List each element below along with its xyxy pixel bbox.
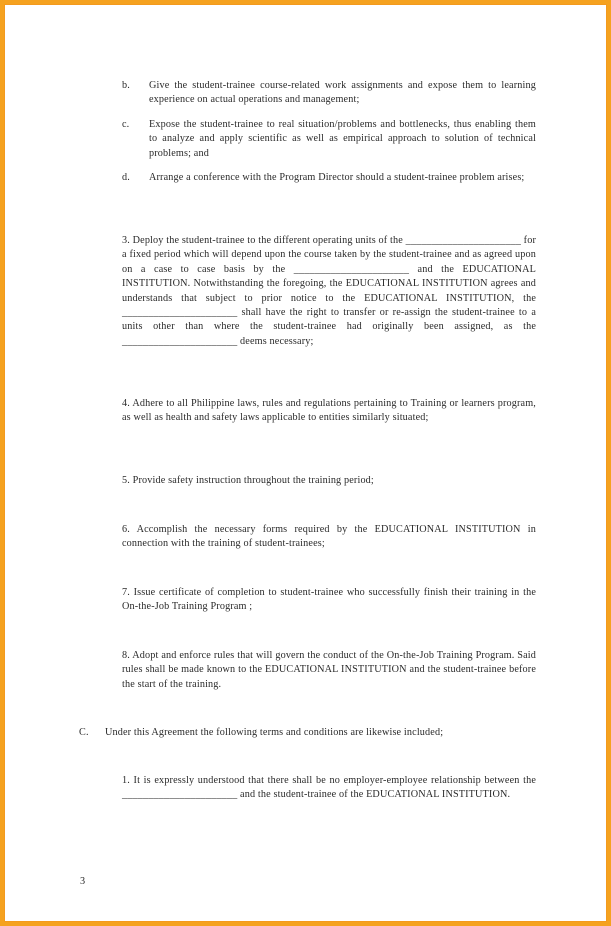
section-text: Under this Agreement the following terms and conditions are likewise included;	[105, 727, 444, 738]
page-number: 3	[80, 876, 86, 887]
numbered-item: 5. Provide safety instruction throughout the training period;	[122, 475, 374, 486]
item-label: b.	[122, 80, 130, 91]
section-label: C.	[79, 727, 89, 738]
numbered-item: 6. Accomplish the necessary forms required by the EDUCATIONAL INSTITUTION in connection with the training of student-trainees;	[122, 524, 536, 550]
numbered-item: 1. It is expressly understood that there shall be no employer-employee relationship between the ______________________ and the student-trainee of the EDUCATIONAL INSTITUTION.	[122, 775, 536, 801]
item-label: d.	[122, 172, 130, 183]
item-label: c.	[122, 119, 130, 130]
item-text: Arrange a conference with the Program Director should a student-trainee problem arises;	[149, 172, 525, 183]
numbered-item: 8. Adopt and enforce rules that will govern the conduct of the On-the-Job Training Program. Said rules shall be made known to the EDUCATIONAL INSTITUTION and the student-trainee before the start of the training.	[122, 650, 536, 690]
numbered-item: 3. Deploy the student-trainee to the different operating units of the ______________________ for a fixed period which will depend upon the course taken by the student-trainee and as agreed upon on a case to case basis by the ______________________ and the EDUCATIONAL INSTITUTION. Notwithstanding the foregoing, the EDUCATIONAL INSTITUTION agrees and understands that subject to prior notice to the EDUCATIONAL INSTITUTION, the ______________________ shall have the right to transfer or re-assign the student-trainee to a units other than where the student-trainee had originally been assigned, as the ______________________ deems necessary;	[122, 235, 536, 347]
numbered-item: 7. Issue certificate of completion to student-trainee who successfully finish their training in the On-the-Job Training Program ;	[122, 587, 536, 613]
item-text: Give the student-trainee course-related work assignments and expose them to learning experience on actual operations and management;	[149, 80, 536, 106]
numbered-item: 4. Adhere to all Philippine laws, rules and regulations pertaining to Training or learners program, as well as health and safety laws applicable to entities similarly situated;	[122, 398, 536, 424]
item-text: Expose the student-trainee to real situation/problems and bottlenecks, thus enabling them to analyze and apply scientific as well as empirical approach to solution of technical problems; and	[149, 119, 536, 159]
document-page	[5, 5, 606, 921]
